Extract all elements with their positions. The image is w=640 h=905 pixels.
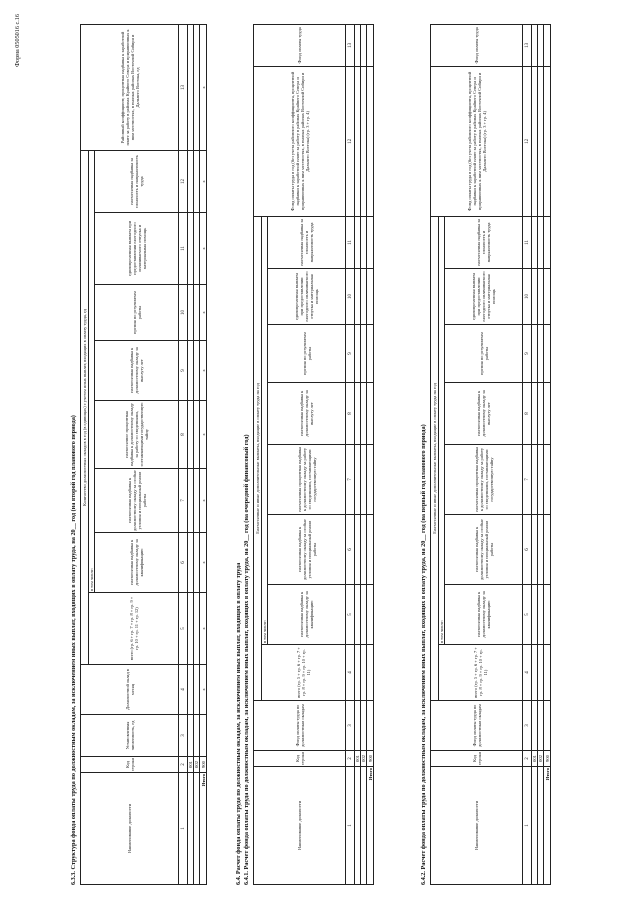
total-row	[367, 24, 374, 884]
col-number: 12	[179, 150, 188, 212]
cell[interactable]	[544, 269, 551, 325]
col-number: 4	[523, 645, 532, 701]
row-code: 001	[532, 751, 538, 767]
x-mark: x	[200, 593, 207, 665]
col-header: единовременная выплата при предоставлении ежегодного оплачиваемого отпуска и материальная помощь	[95, 213, 179, 285]
col-number: 2	[523, 751, 532, 767]
col-number: 10	[179, 285, 188, 341]
col-number: 9	[523, 325, 532, 383]
col-number: 4	[346, 645, 355, 701]
col-header: ежемесячная надбавка к должностному окладу за квалификацию	[95, 533, 179, 593]
col-number: 9	[346, 325, 355, 383]
total-label: Итого	[367, 767, 374, 885]
col-header: Код строки	[81, 757, 179, 773]
col-header: ежемесячная надбавка к должностному окладу за квалификацию	[268, 585, 346, 645]
col-header: ежемесячная надбавка к должностному окладу за квалификацию	[445, 585, 523, 645]
col-header: Наименование должности	[254, 767, 346, 885]
total-row	[544, 24, 551, 884]
cell[interactable]	[544, 24, 551, 66]
col-number: 13	[179, 24, 188, 150]
col-header: единовременная выплата при предоставлении ежегодного оплачиваемого отпуска и материальная помощь	[268, 269, 346, 325]
col-number: 11	[179, 213, 188, 285]
col-header: ежемесячная надбавка к должностному окладу за особые условия и специальный режим работы	[268, 515, 346, 585]
group-header: Ежемесячные и иные дополнительные выплаты, входящие в оплату труда на год	[431, 216, 439, 700]
cell[interactable]	[367, 269, 374, 325]
x-mark: x	[200, 469, 207, 533]
x-mark: x	[200, 401, 207, 469]
col-number: 5	[179, 593, 188, 665]
total-code: 900	[367, 751, 374, 767]
col-number: 3	[523, 701, 532, 751]
total-code: 900	[544, 751, 551, 767]
row-code: 002	[361, 751, 367, 767]
cell[interactable]	[367, 445, 374, 515]
x-mark: x	[200, 533, 207, 593]
x-mark: x	[200, 341, 207, 401]
col-header: единовременная выплата при предоставлении ежегодного оплачиваемого отпуска и материальная помощь	[445, 269, 523, 325]
col-number: 13	[523, 24, 532, 66]
col-number: 13	[346, 24, 355, 66]
col-header: Фонд оплаты труда по должностным окладам	[431, 701, 523, 751]
col-header: ежемесячная надбавка к должностному окладу за выслугу лет	[268, 383, 346, 445]
row-code: 001	[355, 751, 361, 767]
col-number: 8	[179, 401, 188, 469]
cell[interactable]	[367, 66, 374, 216]
col-header: премия по результатам работы	[95, 285, 179, 341]
col-number: 1	[346, 767, 355, 885]
col-number: 12	[523, 66, 532, 216]
subgroup-header: в том числе:	[89, 150, 95, 592]
cell[interactable]	[544, 645, 551, 701]
col-header: Фонд оплаты труда в год (без учета районного коэффициента, процентной надбавки к заработной плате за работу в районах Крайнего Севера и приравненных к ним местностях, в южных районах Восточной Сибири и Дальнего Востока) (гр. 3 + гр. 4)	[254, 66, 346, 216]
col-header: Код строки	[431, 751, 523, 767]
subgroup-header: в том числе:	[262, 216, 268, 644]
col-header: премия по результатам работы	[445, 325, 523, 383]
col-header: Фонд оплаты труда	[431, 24, 523, 66]
col-header: ежемесячная процентная надбавка к должностному окладу за работу со сведениями, составляющими государственную тайну	[445, 445, 523, 515]
col-number: 1	[523, 767, 532, 885]
x-mark: x	[200, 24, 207, 150]
cell[interactable]	[544, 701, 551, 751]
row-code: 002	[538, 751, 544, 767]
col-header: ежемесячная надбавка к должностному окладу за особые условия и специальный режим работы	[95, 469, 179, 533]
col-header: Код строки	[254, 751, 346, 767]
group-header: Количество должностных окладов в год (в единицах) с учетом иных выплат, входящих в оплату труда, ед	[81, 150, 89, 664]
col-number: 6	[523, 515, 532, 585]
section-64-title: 6.4. Расчет фонда оплаты труда по должностным окладам, за исключением иных выплат, входящих в оплату труда	[235, 562, 242, 885]
form-label: Форма 0505016 с.16	[14, 14, 21, 67]
col-header: ежемесячная процентная надбавка к должностному окладу за работу со сведениями, составляющими государственную тайну	[268, 445, 346, 515]
col-number: 10	[346, 269, 355, 325]
col-number: 3	[179, 715, 188, 757]
cell[interactable]	[544, 515, 551, 585]
section-633-title: 6.3.3. Структура фонда оплаты труда по должностным окладам, за исключением иных выплат, входящих в оплату труда, на 20__ год (на второй год планового периода)	[70, 415, 77, 885]
col-header: премия по результатам работы	[268, 325, 346, 383]
x-mark: x	[200, 150, 207, 212]
cell[interactable]	[367, 325, 374, 383]
cell[interactable]	[544, 383, 551, 445]
col-number: 4	[179, 665, 188, 715]
table-641	[253, 24, 374, 885]
col-number: 7	[346, 445, 355, 515]
col-header: всего (гр. 5 + гр. 6 + гр. 7 + гр. 8 + гр. 9 + гр. 10 + гр. 11)	[262, 645, 346, 701]
col-number: 6	[179, 533, 188, 593]
col-header: Должностной оклад в месяц	[81, 665, 179, 715]
total-label: Итого	[200, 773, 207, 885]
table-642	[430, 24, 551, 885]
col-header: Фонд оплаты труда в год (без учета районного коэффициента, процентной надбавки к заработной плате за работу в районах Крайнего Севера и приравненных к ним местностях, в южных районах Восточной Сибири и Дальнего Востока) (гр. 3 + гр. 4)	[431, 66, 523, 216]
row-code: 002	[194, 757, 200, 773]
subgroup-header: в том числе:	[439, 216, 445, 644]
col-header: ежемесячное процентная надбавка к должностному окладу за работу со сведениями, составляющими государственную тайну	[95, 401, 179, 469]
col-header: Установленная численность, ед	[81, 715, 179, 757]
cell[interactable]	[367, 701, 374, 751]
cell[interactable]	[367, 216, 374, 268]
cell[interactable]	[367, 24, 374, 66]
col-number: 2	[346, 751, 355, 767]
col-header: Фонд оплаты труда по должностным окладам	[254, 701, 346, 751]
total-code: 900	[200, 757, 207, 773]
col-number: 9	[179, 341, 188, 401]
col-number: 6	[346, 515, 355, 585]
col-number: 2	[179, 757, 188, 773]
col-number: 5	[346, 585, 355, 645]
col-number: 3	[346, 701, 355, 751]
cell[interactable]	[367, 383, 374, 445]
col-header: ежемесячная надбавка к должностному окладу за выслугу лет	[445, 383, 523, 445]
group-header: Ежемесячные и иные дополнительные выплаты, входящие в оплату труда на год	[254, 216, 262, 700]
col-number: 8	[346, 383, 355, 445]
col-header: ежемесячная надбавка за сложность и напряженность труда	[268, 216, 346, 268]
total-row	[200, 24, 207, 884]
col-number: 7	[523, 445, 532, 515]
table-633	[80, 24, 207, 885]
cell[interactable]	[544, 445, 551, 515]
col-header: ежемесячная надбавка за сложность и напряженность труда	[445, 216, 523, 268]
cell[interactable]	[367, 515, 374, 585]
x-mark: x	[200, 665, 207, 715]
col-header: Наименование должности	[431, 767, 523, 885]
col-number: 12	[346, 66, 355, 216]
col-number: 11	[523, 216, 532, 268]
x-mark: x	[200, 213, 207, 285]
col-header: Наименование должности	[81, 773, 179, 885]
col-number: 10	[523, 269, 532, 325]
cell[interactable]	[200, 715, 207, 757]
cell[interactable]	[544, 585, 551, 645]
col-header: Районный коэффициент, процентная надбавка к заработной плате за работу в районах Крайнего Севера и приравненных к ним местностях, в южных районах Восточной Сибири и Дальнего Востока, ед	[81, 24, 179, 150]
col-header: ежемесячная надбавка за сложность и напряженность труда	[95, 150, 179, 212]
col-number: 5	[523, 585, 532, 645]
col-header: всего (гр. 6 + гр. 7 + гр. 8 + гр. 9 + гр. 10 + гр. 11 + гр. 12)	[89, 593, 179, 665]
col-number: 7	[179, 469, 188, 533]
col-number: 1	[179, 773, 188, 885]
section-641-title: 6.4.1. Расчет фонда оплаты труда по должностным окладам, за исключением иных выплат, входящих в оплату труда, на 20__ год (на очередной финансовый год)	[243, 434, 250, 885]
total-label: Итого	[544, 767, 551, 885]
col-header: Фонд оплаты труда	[254, 24, 346, 66]
col-header: всего (гр. 5 + гр. 6 + гр. 7 + гр. 8 + гр. 9 + гр. 10 + гр. 11)	[439, 645, 523, 701]
cell[interactable]	[544, 66, 551, 216]
col-header: ежемесячная надбавка к должностному окладу за выслугу лет	[95, 341, 179, 401]
x-mark: x	[200, 285, 207, 341]
cell[interactable]	[367, 585, 374, 645]
col-number: 11	[346, 216, 355, 268]
row-code: 001	[188, 757, 194, 773]
col-number: 8	[523, 383, 532, 445]
section-642-title: 6.4.2. Расчет фонда оплаты труда по должностным окладам, за исключением иных выплат, входящих в оплату труда, на 20__ год (на первый год планового периода)	[420, 424, 427, 885]
cell[interactable]	[367, 645, 374, 701]
col-header: ежемесячная надбавка к должностному окладу за особые условия и специальный режим работы	[445, 515, 523, 585]
cell[interactable]	[544, 216, 551, 268]
cell[interactable]	[544, 325, 551, 383]
